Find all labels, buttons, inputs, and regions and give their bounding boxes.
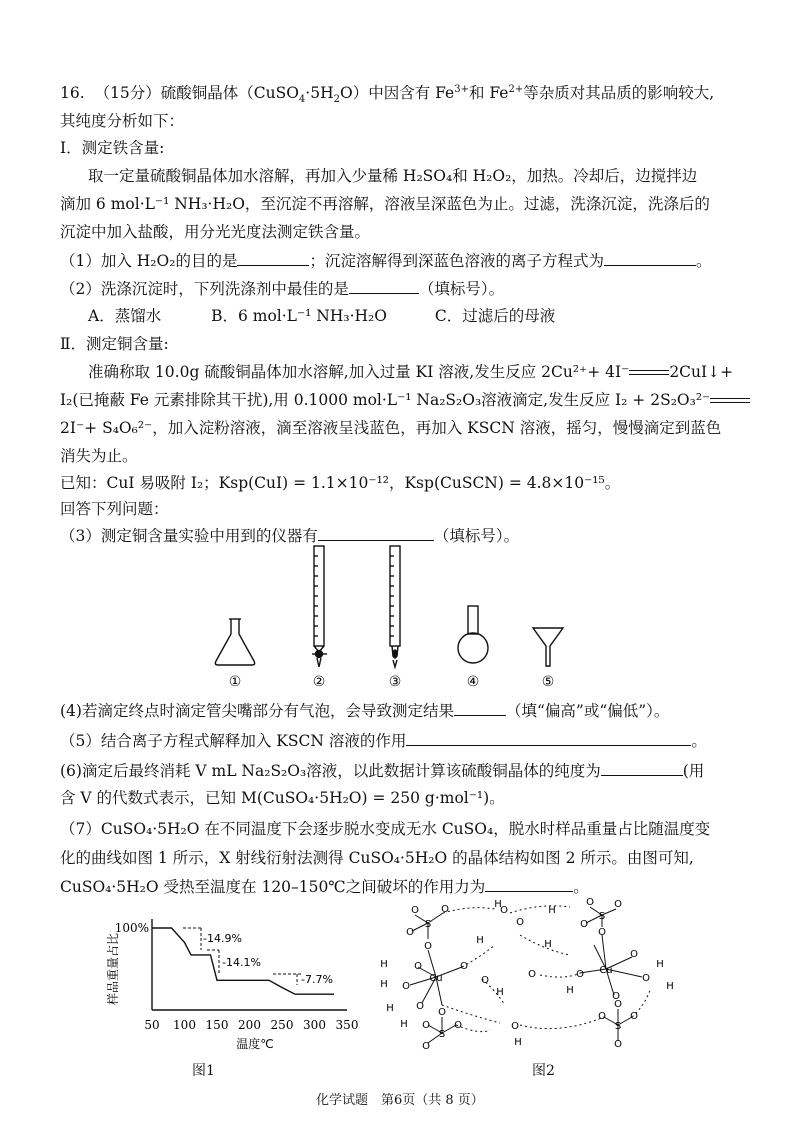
o-atom: O	[511, 1021, 519, 1032]
h-atom: H	[496, 987, 504, 998]
o-atom: O	[614, 999, 622, 1010]
s-atom: S	[438, 1029, 446, 1040]
o-atom: O	[598, 1011, 606, 1022]
question-7: （7）CuSO₄·5H₂O 在不同温度下会逐步脱水变成无水 CuSO₄，脱水时样品重量占比随温度变	[60, 820, 711, 838]
s-atom: S	[614, 1021, 622, 1032]
conical-flask-icon	[215, 619, 254, 665]
cu-atom: Cu	[429, 973, 443, 984]
h-atom: H	[566, 985, 574, 996]
o-atom: O	[411, 905, 419, 916]
x-tick-label: 250	[270, 1018, 294, 1032]
intro-text: 硫酸铜晶体（CuSO	[160, 84, 299, 102]
section2-para: 2I⁻+ S₄O₆²⁻，加入淀粉溶液，滴至溶液呈浅蓝色，再加入 KSCN 溶液，摇匀，慢慢滴定到蓝色	[60, 419, 722, 437]
page-footer: 化学试题 第6页（共 8 页）	[316, 1093, 484, 1108]
o-atom: O	[422, 1020, 430, 1031]
o-atom: O	[422, 1041, 430, 1052]
o-atom: O	[441, 904, 449, 915]
o-atom: O	[528, 969, 536, 980]
q2-text: （填标号）。	[418, 280, 505, 298]
crystal-structure-diagram	[370, 895, 690, 1065]
funnel-icon	[533, 628, 563, 666]
o-atom: O	[500, 905, 508, 916]
base-burette-icon	[390, 546, 400, 667]
o-atom: O	[402, 981, 410, 992]
o-atom: O	[586, 897, 594, 908]
o-atom: O	[414, 961, 422, 972]
h-atom: H	[494, 899, 502, 910]
q5-text: （5）结合离子方程式解释加入 KSCN 溶液的作用	[60, 732, 407, 750]
intro-text: 和 Fe	[468, 84, 509, 102]
equals-sign	[710, 396, 750, 406]
section2-text: 2CuI↓+	[669, 363, 734, 381]
section1-para: 滴加 6 mol·L⁻¹ NH₃·H₂O，至沉淀不再溶解，溶液呈深蓝色为止。过滤，洗涤沉淀，洗涤后的	[60, 195, 710, 213]
answer-blank[interactable]	[237, 249, 309, 266]
q1-text: ；沉淀溶解得到深蓝色溶液的离子方程式为	[309, 252, 604, 270]
q7-text: CuSO₄·5H₂O 受热至温度在 120–150℃之间破坏的作用力为	[60, 878, 486, 896]
h-atom: H	[380, 959, 388, 970]
q7-end: 。	[573, 878, 589, 896]
o-atom: O	[454, 1020, 462, 1031]
o-atom: O	[630, 1011, 638, 1022]
x-tick-label: 150	[205, 1018, 229, 1032]
q4-text: （填“偏高”或“偏低”）。	[505, 702, 670, 720]
o-atom: O	[614, 1039, 622, 1050]
o-atom: O	[406, 927, 414, 938]
y-axis-label: 样品重量占比	[106, 932, 120, 1006]
o-atom: O	[580, 919, 588, 930]
figure1-caption: 图1	[192, 1063, 215, 1079]
h-atom: H	[656, 959, 664, 970]
question-2	[60, 277, 504, 300]
s-atom: S	[424, 919, 432, 930]
question-number: 16.	[60, 84, 85, 102]
apparatus-label: ②	[312, 674, 326, 690]
equals-sign	[629, 368, 669, 378]
o-atom: O	[598, 927, 606, 938]
annotation-label: -7.7%	[301, 973, 333, 986]
q3-text: （3）测定铜含量实验中用到的仪器有	[60, 527, 318, 545]
question-6	[60, 759, 704, 782]
thermogravimetric-chart	[95, 905, 365, 1055]
question-1	[60, 249, 711, 272]
section2-text: I₂(已掩蔽 Fe 元素排除其干扰),用 0.1000 mol·L⁻¹ Na₂S₂O₃溶液滴定,发生反应 I₂ + 2S₂O₃²⁻	[60, 391, 711, 409]
h-atom: H	[386, 1003, 394, 1014]
annotation-label: -14.9%	[203, 932, 242, 945]
o-atom: O	[642, 973, 650, 984]
section1-para: 沉淀中加入盐酸，用分光光度法测定铁含量。	[60, 223, 371, 241]
o-atom: O	[416, 1001, 424, 1012]
section1-title: Ⅰ．测定铁含量:	[60, 139, 165, 157]
q4-text: (4)若滴定终点时滴定管尖嘴部分有气泡，会导致测定结果	[60, 702, 454, 720]
question-header: 16. （15分）硫酸铜晶体$(CuSO_4\cdot 5H_2O)$中因含有 $Fe^{3+}$和 $Fe^{2+}$等杂质对其品质的影响较大,	[60, 83, 715, 106]
acid-burette-icon	[312, 546, 327, 667]
answer-blank[interactable]	[318, 524, 434, 541]
h-atom: H	[544, 939, 552, 950]
h-atom: H	[400, 1019, 408, 1030]
question-6-cont: 含 V 的代数式表示，已知 M(CuSO₄·5H₂O) = 250 g·mol⁻¹)。	[60, 789, 505, 807]
section2-para	[88, 361, 733, 383]
question-5	[60, 729, 707, 752]
round-flask-icon	[458, 606, 488, 663]
section2-para	[60, 389, 750, 411]
option-c: C．过滤后的母液	[434, 307, 556, 325]
annotation-label: -14.1%	[222, 956, 261, 969]
h-atom: H	[476, 935, 484, 946]
h-atom: H	[514, 1037, 522, 1048]
intro-text: O）中因含有 Fe	[339, 84, 455, 102]
h-atom: H	[380, 979, 388, 990]
answer-blank[interactable]	[349, 277, 419, 294]
h-atom: H	[666, 981, 674, 992]
option-a: A．蒸馏水	[88, 307, 162, 325]
h-atom: H	[548, 905, 556, 916]
apparatus-figure	[200, 544, 600, 694]
figure2-caption: 图2	[532, 1063, 555, 1079]
q6-text: (6)滴定后最终消耗 V mL Na₂S₂O₃溶液，以此数据计算该硫酸铜晶体的纯度为	[60, 762, 601, 780]
answer-blank[interactable]	[406, 729, 691, 746]
q3-text: （填标号）。	[433, 527, 520, 545]
q1-end: 。	[695, 252, 712, 270]
section2-text: 准确称取 10.0g 硫酸铜晶体加水溶解,加入过量 KI 溶液,发生反应 2Cu²⁺+ 4I⁻	[88, 363, 630, 381]
s-atom: S	[598, 911, 606, 922]
intro-text: ·5H	[305, 84, 334, 102]
intro-text: 等杂质对其品质的影响较大,	[523, 84, 715, 102]
options-row	[88, 305, 555, 327]
o-atom: O	[612, 991, 620, 1002]
q5-text: 。	[691, 732, 707, 750]
apparatus-label: ①	[228, 674, 242, 690]
q1-text: （1）加入 H₂O₂的目的是	[60, 252, 238, 270]
y-tick-label: 100%	[114, 921, 149, 935]
o-atom: O	[576, 969, 584, 980]
x-tick-label: 300	[303, 1018, 326, 1032]
section2-para: 消失为止。	[60, 447, 138, 465]
cu-atom: Cu	[599, 965, 613, 976]
o-atom: O	[438, 1007, 446, 1018]
apparatus-label: ⑤	[541, 674, 555, 690]
x-tick-label: 100	[173, 1018, 196, 1032]
apparatus-label: ③	[388, 674, 402, 690]
intro-line2: 其纯度分析如下：	[60, 112, 185, 130]
q2-text: （2）洗涤沉淀时，下列洗涤剂中最佳的是	[60, 280, 349, 298]
answer-blank[interactable]	[454, 699, 506, 716]
o-atom: O	[424, 941, 432, 952]
x-tick-label: 200	[238, 1018, 261, 1032]
section2-title: Ⅱ．测定铜含量:	[60, 335, 169, 353]
o-atom: O	[516, 917, 524, 928]
answer-prompt: 回答下列问题：	[60, 500, 169, 518]
question-7: 化的曲线如图 1 所示，X 射线衍射法测得 CuSO₄·5H₂O 的晶体结构如图 2 所示。由图可知,	[60, 849, 694, 867]
o-atom: O	[460, 961, 468, 972]
known-info: 已知：CuI 易吸附 I₂；Ksp(CuI) = 1.1×10⁻¹²，Ksp(CuSCN) = 4.8×10⁻¹⁵。	[60, 474, 621, 492]
x-axis-label: 温度℃	[236, 1037, 274, 1051]
answer-blank[interactable]	[601, 759, 683, 776]
question-points: （15分）	[94, 84, 161, 102]
o-atom: O	[481, 975, 489, 986]
x-tick-label: 50	[144, 1018, 160, 1032]
x-tick-label: 350	[335, 1018, 359, 1032]
question-4	[60, 699, 669, 722]
section1-para: 取一定量硫酸铜晶体加水溶解，再加入少量稀 H₂SO₄和 H₂O₂，加热。冷却后，边搅拌边	[88, 167, 698, 185]
option-b: B．6 mol·L⁻¹ NH₃·H₂O	[211, 307, 387, 325]
o-atom: O	[630, 949, 638, 960]
q6-text: (用	[682, 762, 705, 780]
answer-blank[interactable]	[485, 875, 573, 892]
answer-blank[interactable]	[604, 249, 696, 266]
apparatus-label: ④	[466, 674, 480, 690]
o-atom: O	[614, 899, 622, 910]
